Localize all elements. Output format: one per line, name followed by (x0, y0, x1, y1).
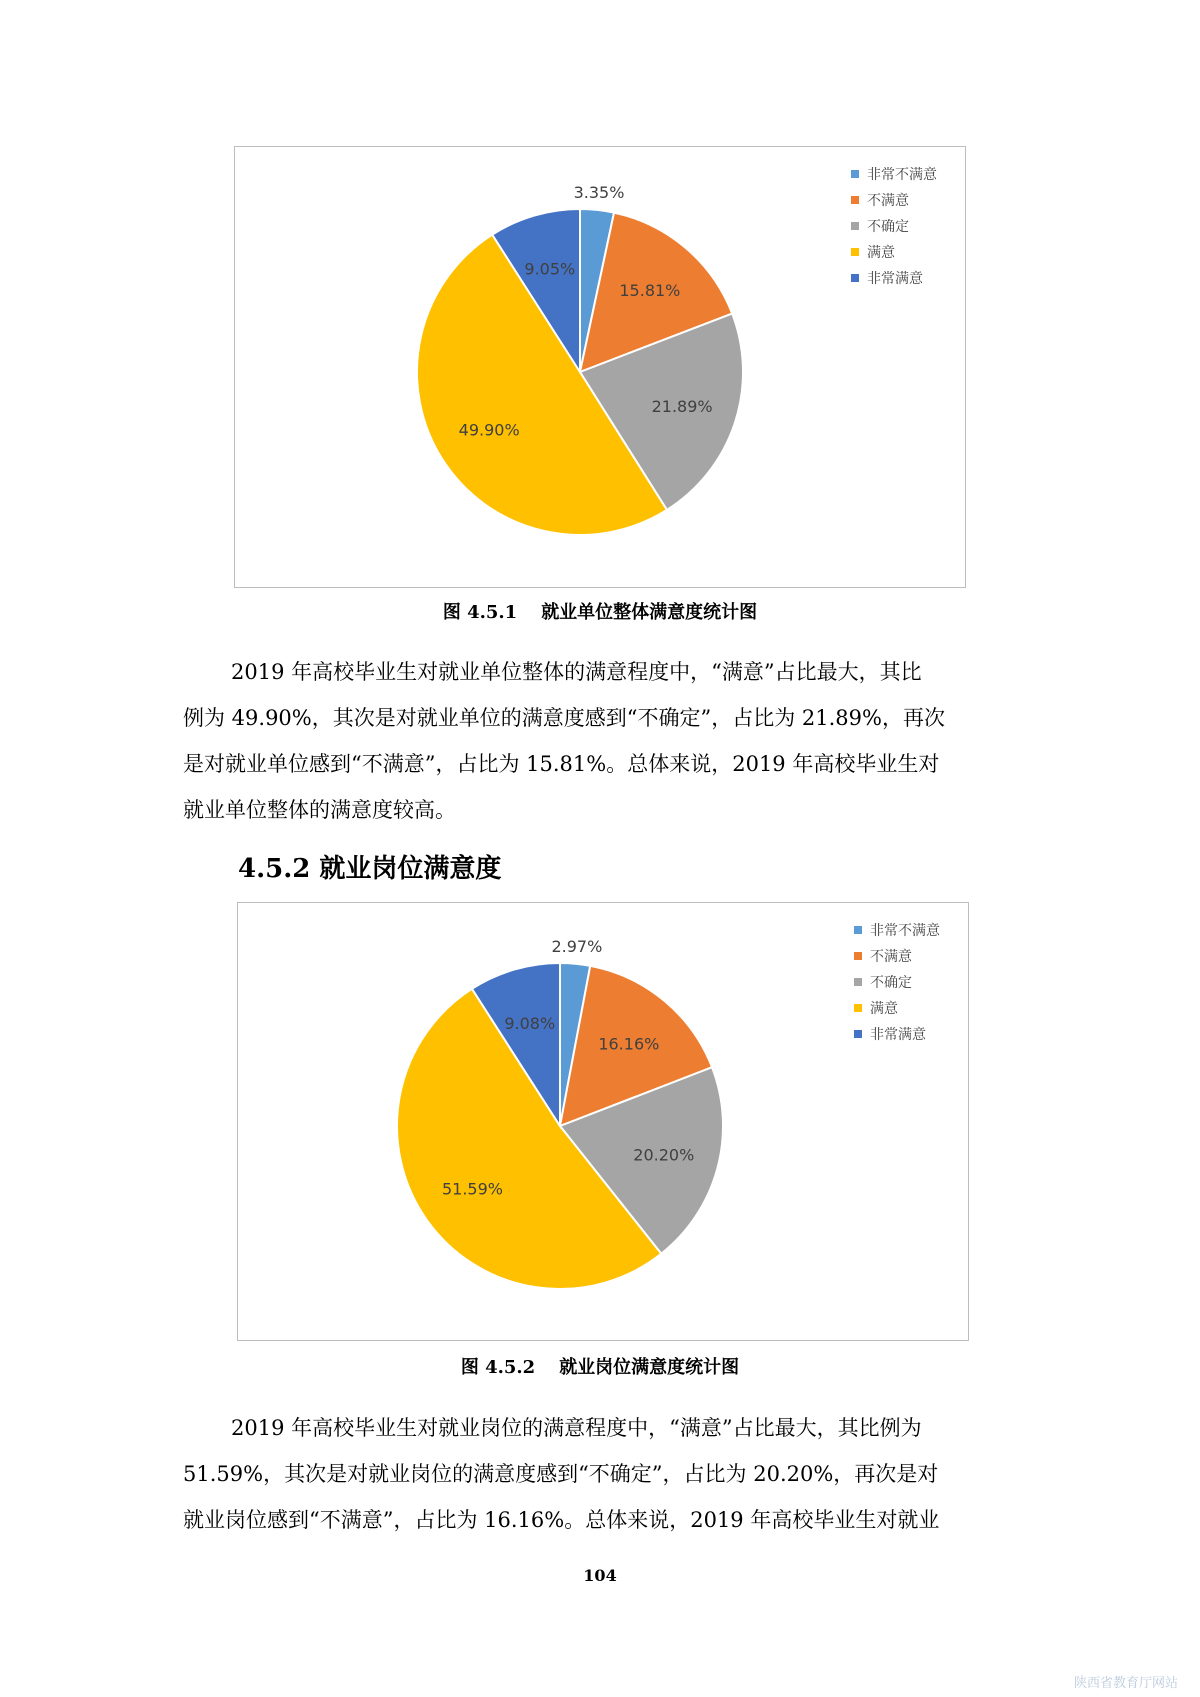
legend-item (851, 239, 937, 265)
legend-swatch (851, 222, 859, 230)
legend-item (854, 995, 940, 1021)
slice-label: 51.59% (441, 1179, 503, 1199)
legend-swatch (851, 196, 859, 204)
figure-1-number: 图 4.5.1 (442, 602, 518, 623)
figure-2-caption (0, 1353, 1200, 1379)
slice-label: 15.81% (619, 281, 681, 301)
paragraph-1-line: 就业单位整体的满意度较高。 (183, 798, 456, 822)
legend-item (851, 187, 937, 213)
legend-item (851, 161, 937, 187)
paragraph-1 (183, 649, 1023, 833)
figure-2-number: 图 4.5.2 (460, 1357, 536, 1378)
legend-item (854, 917, 940, 943)
paragraph-1-line: 例为 49.90%，其次是对就业单位的满意度感到“不确定”，占比为 21.89%，再次 (183, 706, 945, 730)
slice-label: 3.35% (573, 183, 625, 203)
legend-swatch (854, 1030, 862, 1038)
legend-label: 不确定 (867, 219, 909, 235)
paragraph-1-line: 是对就业单位感到“不满意”，占比为 15.81%。总体来说，2019 年高校毕业生对 (183, 752, 940, 776)
legend-item (851, 213, 937, 239)
legend-label: 非常满意 (867, 271, 923, 287)
legend-label: 不满意 (867, 193, 909, 209)
legend-label: 非常满意 (870, 1027, 926, 1043)
slice-label: 16.16% (598, 1034, 660, 1054)
legend-label: 不确定 (870, 975, 912, 991)
slice-label: 2.97% (551, 936, 603, 956)
paragraph-2-line: 2019 年高校毕业生对就业岗位的满意程度中，“满意”占比最大，其比例为 (231, 1416, 922, 1440)
legend-label: 满意 (870, 1001, 898, 1017)
slice-label: 9.08% (504, 1013, 556, 1033)
legend-swatch (854, 926, 862, 934)
legend-swatch (854, 1004, 862, 1012)
slice-label: 20.20% (633, 1145, 695, 1165)
watermark: 陕西省教育厅网站 (1073, 1676, 1178, 1691)
legend-swatch (851, 274, 859, 282)
legend-label: 非常不满意 (867, 167, 937, 183)
figure-1-title: 就业单位整体满意度统计图 (541, 602, 758, 623)
slice-label: 9.05% (524, 259, 576, 279)
legend-swatch (854, 978, 862, 986)
legend-item (854, 943, 940, 969)
pie-chart-1 (234, 146, 966, 588)
figure-2-title: 就业岗位满意度统计图 (559, 1357, 740, 1378)
legend-item (851, 265, 937, 291)
legend-swatch (851, 248, 859, 256)
figure-1-caption (0, 598, 1200, 624)
slice-label: 21.89% (651, 396, 713, 416)
chart-2-legend (854, 917, 940, 1047)
legend-swatch (851, 170, 859, 178)
chart-1-legend (851, 161, 937, 291)
slice-label: 49.90% (458, 420, 520, 440)
legend-label: 非常不满意 (870, 923, 940, 939)
paragraph-1-line: 2019 年高校毕业生对就业单位整体的满意程度中，“满意”占比最大，其比 (231, 660, 922, 684)
legend-label: 不满意 (870, 949, 912, 965)
paragraph-2-line: 51.59%，其次是对就业岗位的满意度感到“不确定”，占比为 20.20%，再次是对 (183, 1462, 939, 1486)
page-number: 104 (583, 1566, 617, 1585)
legend-item (854, 1021, 940, 1047)
paragraph-2-line: 就业岗位感到“不满意”，占比为 16.16%。总体来说，2019 年高校毕业生对就业 (183, 1508, 940, 1532)
legend-item (854, 969, 940, 995)
pie-chart-2 (237, 902, 969, 1341)
legend-swatch (854, 952, 862, 960)
section-heading: 4.5.2 就业岗位满意度 (238, 854, 502, 884)
legend-label: 满意 (867, 245, 895, 261)
paragraph-2 (183, 1405, 1023, 1543)
